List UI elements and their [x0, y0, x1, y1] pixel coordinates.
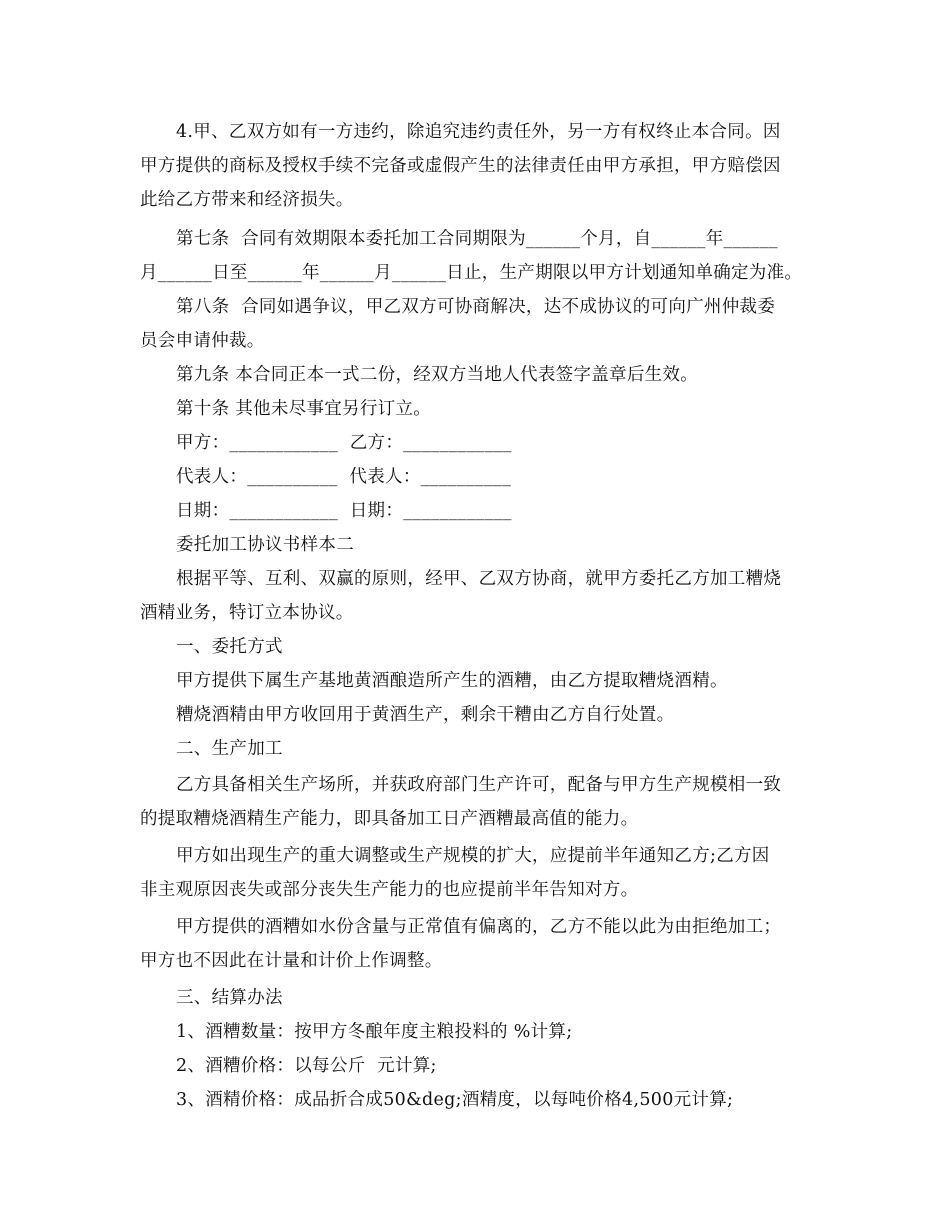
paragraph-line: 乙方具备相关生产场所，并获政府部门生产许可，配备与甲方生产规模相一致: [176, 775, 782, 795]
section-heading: 三、结算办法: [176, 988, 283, 1008]
paragraph-line: 的提取糟烧酒精生产能力，即具备加工日产酒糟最高值的能力。: [140, 809, 639, 829]
paragraph-line: 甲方也不因此在计量和计价上作调整。: [140, 951, 443, 971]
clause-line: 此给乙方带来和经济损失。: [140, 190, 354, 210]
settlement-item: 1、酒糟数量：按甲方冬酿年度主粮投料的 %计算;: [176, 1022, 573, 1042]
clause-line: 甲方提供的商标及授权手续不完备或虚假产生的法律责任由甲方承担，甲方赔偿因: [140, 156, 781, 176]
paragraph-line: 酒精业务，特订立本协议。: [140, 603, 354, 623]
article-9-line: 第九条 本合同正本一式二份，经双方当地人代表签字盖章后生效。: [176, 365, 699, 385]
representative-signature-line: 代表人：__________ 代表人：__________: [176, 467, 512, 487]
section-title: 委托加工协议书样本二: [176, 535, 354, 555]
party-signature-line: 甲方：____________ 乙方：____________: [176, 433, 512, 453]
settlement-item: 3、酒精价格：成品折合成50&deg;酒精度，以每吨价格4,500元计算;: [176, 1090, 734, 1110]
article-8-line: 员会申请仲裁。: [140, 331, 265, 351]
section-heading: 一、委托方式: [176, 637, 283, 657]
date-signature-line: 日期：____________ 日期：____________: [176, 501, 512, 521]
paragraph-line: 糟烧酒精由甲方收回用于黄酒生产，剩余干糟由乙方自行处置。: [176, 705, 675, 725]
paragraph-line: 非主观原因丧失或部分丧失生产能力的也应提前半年告知对方。: [140, 880, 639, 900]
article-10-line: 第十条 其他未尽事宜另行订立。: [176, 399, 432, 419]
paragraph-line: 甲方提供下属生产基地黄酒酿造所产生的酒糟，由乙方提取糟烧酒精。: [176, 671, 728, 691]
paragraph-line: 甲方提供的酒糟如水份含量与正常值有偏离的，乙方不能以此为由拒绝加工；: [176, 917, 782, 937]
paragraph-line: 甲方如出现生产的重大调整或生产规模的扩大，应提前半年通知乙方;乙方因: [176, 846, 770, 866]
settlement-item: 2、酒糟价格：以每公斤 元计算;: [176, 1056, 437, 1076]
clause-line: 4.甲、乙双方如有一方违约，除追究违约责任外，另一方有权终止本合同。因: [176, 122, 781, 142]
article-7-line: 第七条 合同有效期限本委托加工合同期限为______个月，自______年______: [176, 229, 778, 249]
article-7-line: 月______日至______年______月______日止，生产期限以甲方计划通知单确定为准。: [140, 263, 803, 283]
article-8-line: 第八条 合同如遇争议，甲乙双方可协商解决，达不成协议的可向广州仲裁委: [176, 297, 776, 317]
section-heading: 二、生产加工: [176, 739, 283, 759]
paragraph-line: 根据平等、互利、双赢的原则，经甲、乙双方协商，就甲方委托乙方加工糟烧: [176, 569, 782, 589]
